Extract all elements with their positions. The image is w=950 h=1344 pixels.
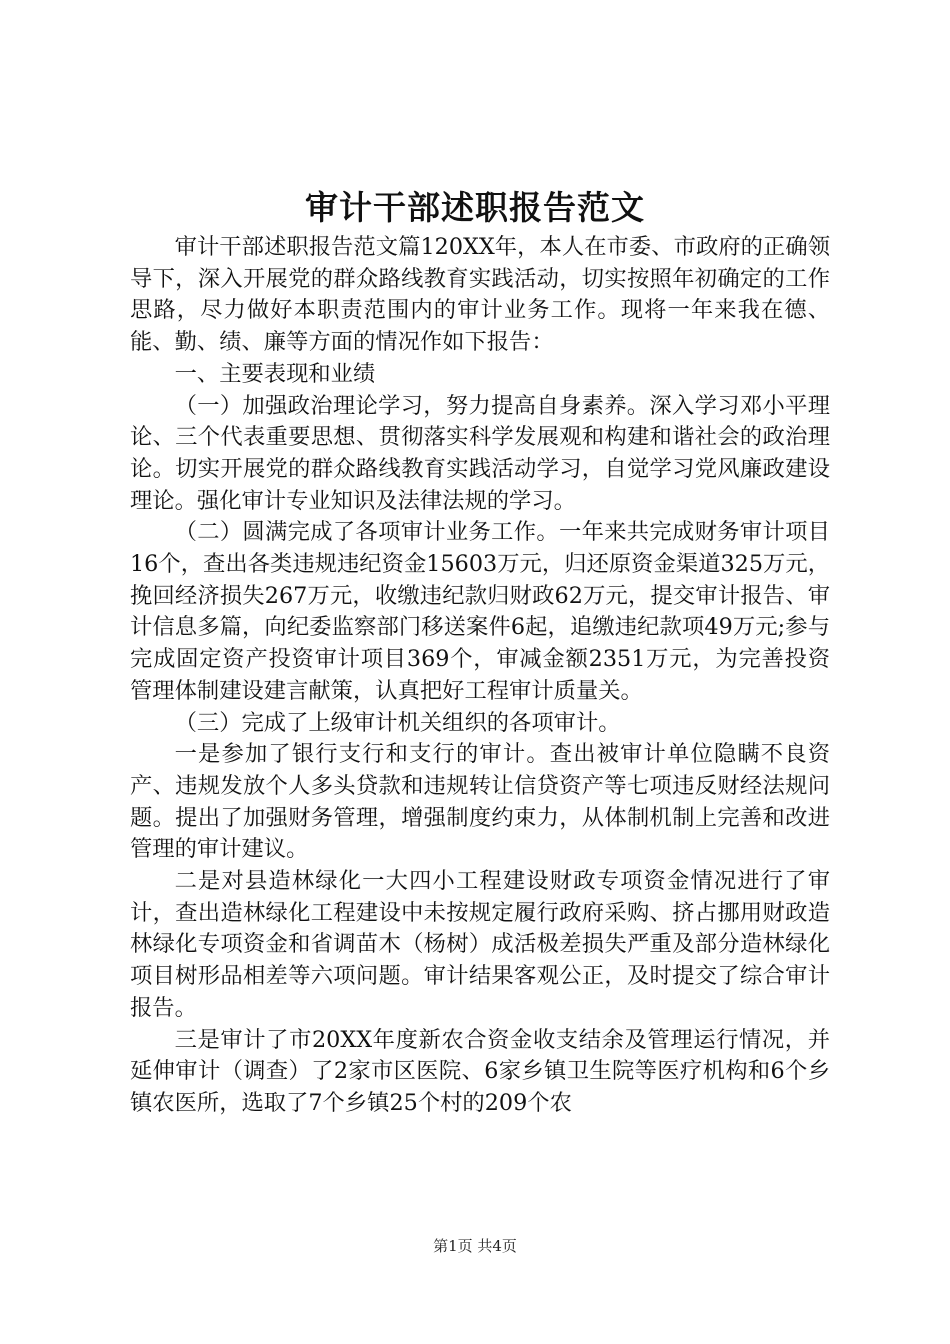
section-heading: 一、主要表现和业绩 [174, 360, 376, 387]
document-body [130, 232, 830, 1120]
page-footer: 第1页 共4页 [433, 1237, 517, 1255]
paragraph-item-3: （三）完成了上级审计机关组织的各项审计。 [174, 709, 621, 736]
paragraph-audit-2: 二是对县造林绿化一大四小工程建设财政专项资金情况进行了审计，查出造林绿化工程建设中未按规定履行政府采购、挤占挪用财政造林绿化专项资金和省调苗木（杨树）成活极差损失严重及部分造林绿化项目树形品相差等六项问题。审计结果客观公正，及时提交了综合审计报告。 [130, 868, 830, 1021]
paragraph-audit-1: 一是参加了银行支行和支行的审计。查出被审计单位隐瞒不良资产、违规发放个人多头贷款和违规转让信贷资产等七项违反财经法规问题。提出了加强财务管理，增强制度约束力，从体制机制上完善和改进管理的审计建议。 [130, 741, 830, 863]
paragraph-item-1: （一）加强政治理论学习，努力提高自身素养。深入学习邓小平理论、三个代表重要思想、贯彻落实科学发展观和构建和谐社会的政治理论。切实开展党的群众路线教育实践活动学习，自觉学习党风廉政建设理论。强化审计专业知识及法律法规的学习。 [130, 392, 830, 514]
document-title: 审计干部述职报告范文 [305, 188, 645, 227]
paragraph-audit-3: 三是审计了市20XX年度新农合资金收支结余及管理运行情况，并延伸审计（调查）了2家市区医院、6家乡镇卫生院等医疗机构和6个乡镇农医所，选取了7个乡镇25个村的209个农 [130, 1026, 830, 1116]
paragraph-item-2: （二）圆满完成了各项审计业务工作。一年来共完成财务审计项目16个，查出各类违规违纪资金15603万元，归还原资金渠道325万元，挽回经济损失267万元，收缴违纪款归财政62万元，提交审计报告、审计信息多篇，向纪委监察部门移送案件6起，追缴违纪款项49万元;参与完成固定资产投资审计项目369个，审减金额2351万元，为完善投资管理体制建设建言献策，认真把好工程审计质量关。 [130, 519, 830, 704]
paragraph-intro: 审计干部述职报告范文篇120XX年，本人在市委、市政府的正确领导下，深入开展党的群众路线教育实践活动，切实按照年初确定的工作思路，尽力做好本职责范围内的审计业务工作。现将一年来我在德、能、勤、绩、廉等方面的情况作如下报告： [130, 234, 830, 356]
